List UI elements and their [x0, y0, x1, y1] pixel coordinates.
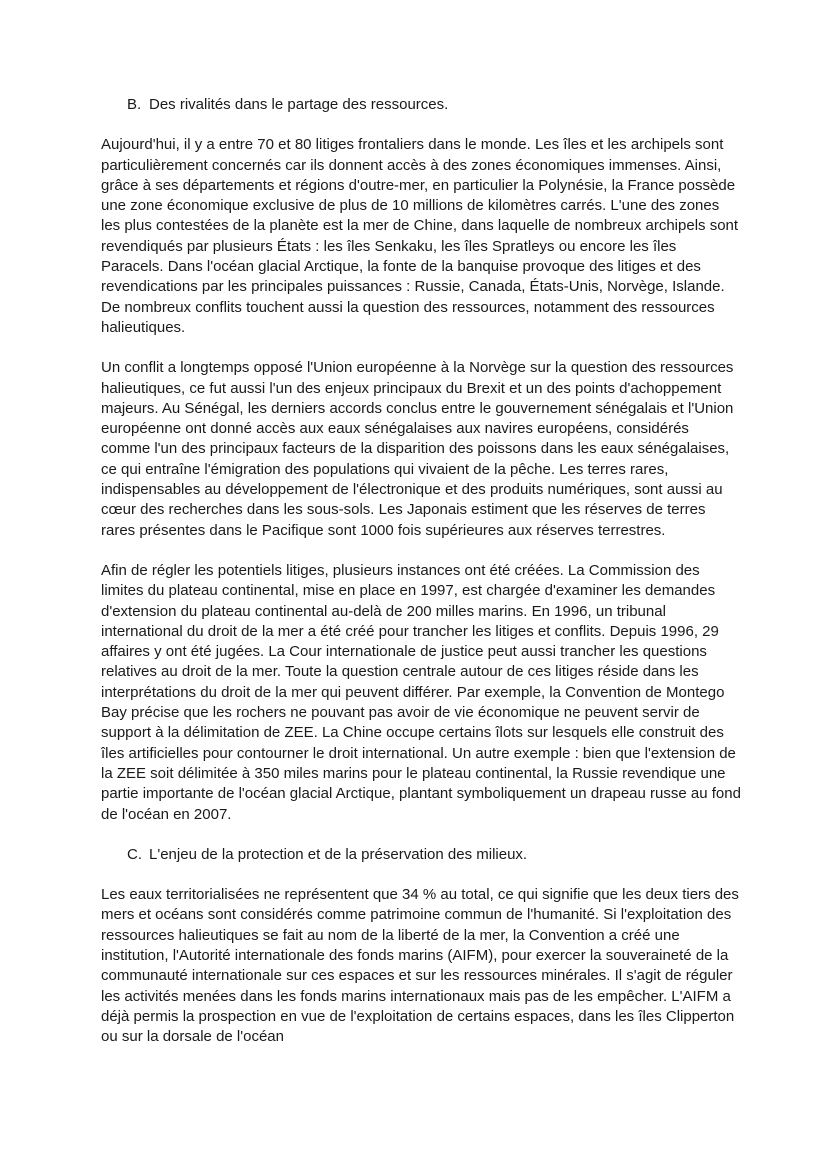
document-body [101, 95, 741, 1067]
section-c-heading [127, 845, 741, 865]
section-c-paragraph-1: Les eaux territorialisées ne représentent que 34 % au total, ce qui signifie que les deux tiers des mers et océans sont considérés comme patrimoine commun de l'humanité. Si l'exploitation des ressources halieutiques se fait au nom de la liberté de la mer, la Convention a créé une institution, l'Autorité internationale des fonds marins (AIFM), pour exercer la souveraineté de la communauté internationale sur ces espaces et sur les ressources minérales. Il s'agit de réguler les activités menées dans les fonds marins internationaux mais pas de les empêcher. L'AIFM a déjà permis la prospection en vue de l'exploitation de certains espaces, dans les îles Clipperton ou sur la dorsale de l'océan [101, 886, 739, 1046]
section-b-paragraph-1: Aujourd'hui, il y a entre 70 et 80 litiges frontaliers dans le monde. Les îles et les archipels sont particulièrement concernés car ils donnent accès à des zones économiques immenses. Ainsi, grâce à ses départements et régions d'outre-mer, en particulier la Polynésie, la France possède une zone économique exclusive de plus de 10 millions de kilomètres carrés. L'une des zones les plus contestées de la planète est la mer de Chine, dans laquelle de nombreux archipels sont revendiqués par plusieurs États : les îles Senkaku, les îles Spratleys ou encore les îles Paracels. Dans l'océan glacial Arctique, la fonte de la banquise provoque des litiges et des revendications par les principales puissances : Russie, Canada, États-Unis, Norvège, Islande. De nombreux conflits touchent aussi la question des ressources, notamment des ressources halieutiques. [101, 136, 739, 336]
section-b-marker: B. [127, 96, 142, 113]
section-b-paragraph-2: Un conflit a longtemps opposé l'Union européenne à la Norvège sur la question des ressources halieutiques, ce fut aussi l'un des enjeux principaux du Brexit et un des points d'achoppement majeurs. Au Sénégal, les derniers accords conclus entre le gouvernement sénégalais et l'Union européenne ont donné accès aux eaux sénégalaises aux navires européens, considérés comme l'un des principaux facteurs de la disparition des poissons dans les eaux sénégalaises, ce qui entraîne l'émigration des populations qui vivaient de la pêche. Les terres rares, indispensables au développement de l'électronique et des produits numériques, sont aussi au cœur des recherches dans les sous-sols. Les Japonais estiment que les réserves de terres rares présentes dans le Pacifique sont 1000 fois supérieures aux réserves terrestres. [101, 359, 734, 539]
section-b-heading [127, 95, 741, 115]
section-c-marker: C. [127, 845, 142, 863]
section-c-title: L'enjeu de la protection et de la préservation des milieux. [149, 845, 528, 863]
section-b-paragraph-3: Afin de régler les potentiels litiges, plusieurs instances ont été créées. La Commission des limites du plateau continental, mise en place en 1997, est chargée d'examiner les demandes d'extension du plateau continental au-delà de 200 milles marins. En 1996, un tribunal international du droit de la mer a été créé pour trancher les litiges et conflits. Depuis 1996, 29 affaires y ont été jugées. La Cour internationale de justice peut aussi trancher les questions relatives au droit de la mer. Toute la question centrale autour de ces litiges réside dans les interprétations du droit de la mer qui peuvent différer. Par exemple, la Convention de Montego Bay précise que les rochers ne pouvant pas avoir de vie économique ne peuvent servir de support à la délimitation de ZEE. La Chine occupe certains îlots sur lesquels elle construit des îles artificielles pour contourner le droit international. Un autre exemple : bien que l'extension de la ZEE soit délimitée à 350 miles marins pour le plateau continental, la Russie revendique une partie importante de l'océan glacial Arctique, plantant symboliquement un drapeau russe au fond de l'océan en 2007. [101, 561, 741, 823]
section-b-title: Des rivalités dans le partage des ressources. [149, 96, 449, 113]
